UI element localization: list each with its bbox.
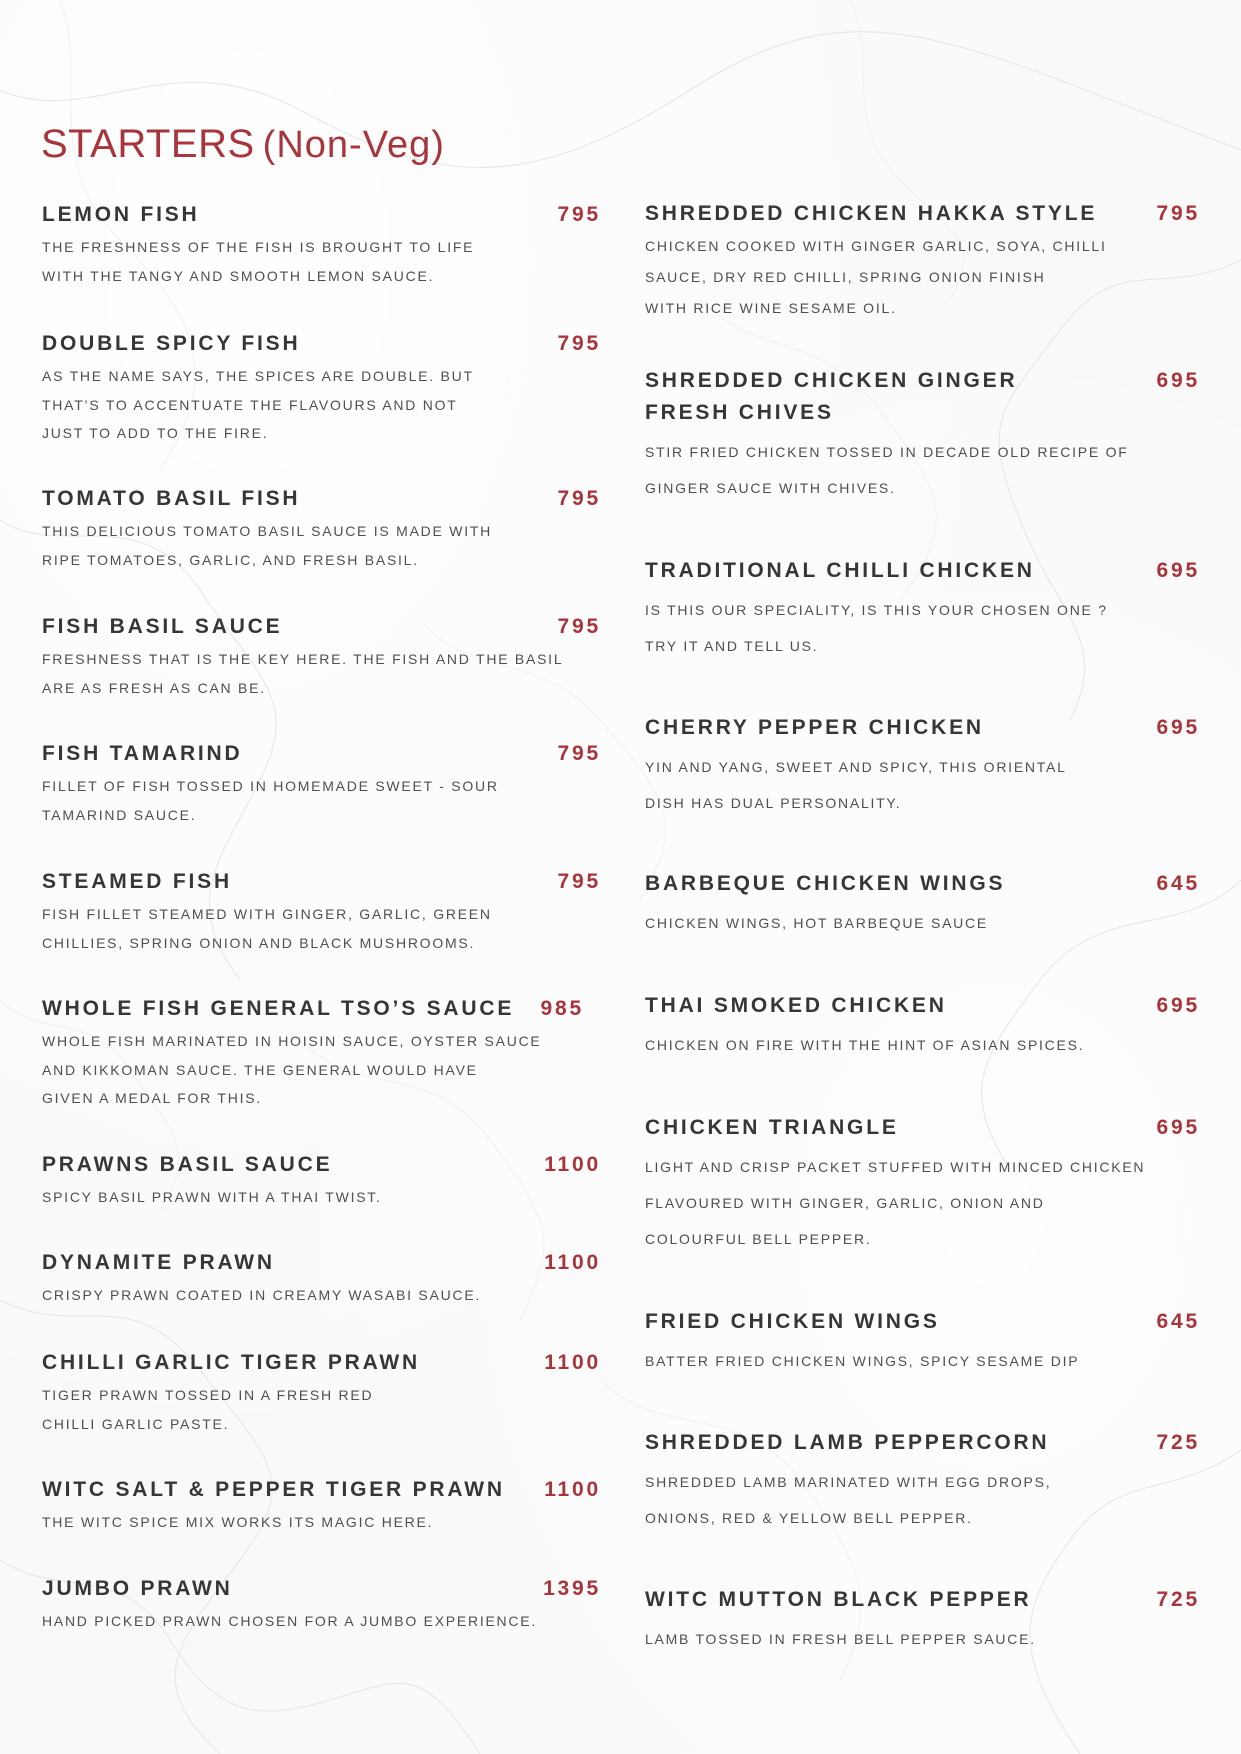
item-name: TRADITIONAL CHILLI CHICKEN xyxy=(645,559,1035,582)
item-price: 795 xyxy=(557,615,601,638)
item-description-line: HAND PICKED PRAWN CHOSEN FOR A JUMBO EXPERIENCE. xyxy=(42,1613,537,1629)
item-name: FISH BASIL SAUCE xyxy=(42,615,283,638)
left-menu-column xyxy=(42,0,601,1754)
item-description-line: FLAVOURED WITH GINGER, GARLIC, ONION AND xyxy=(645,1194,1045,1211)
item-description xyxy=(42,645,598,702)
item-description-line: LAMB TOSSED IN FRESH BELL PEPPER SAUCE. xyxy=(645,1631,1036,1647)
menu-item xyxy=(645,868,1200,942)
item-description-line: IS THIS OUR SPECIALITY, IS THIS YOUR CHOSEN ONE ? xyxy=(645,602,1108,618)
item-description-line: THAT’S TO ACCENTUATE THE FLAVOURS AND NOT xyxy=(42,396,458,413)
menu-item xyxy=(42,866,601,957)
section-title-subtitle: (Non-Veg) xyxy=(262,124,445,166)
item-description xyxy=(42,772,598,829)
item-name: SHREDDED CHICKEN GINGER FRESH CHIVES xyxy=(645,369,1018,424)
item-name: WITC SALT & PEPPER TIGER PRAWN xyxy=(42,1478,505,1501)
item-description-line: FISH FILLET STEAMED WITH GINGER, GARLIC, GREEN xyxy=(42,906,492,922)
item-description-line: THE FRESHNESS OF THE FISH IS BROUGHT TO LIFE xyxy=(42,239,475,255)
menu-item xyxy=(42,611,601,702)
menu-item xyxy=(42,1347,601,1438)
item-description-line: RIPE TOMATOES, GARLIC, AND FRESH BASIL. xyxy=(42,551,419,568)
item-description-line: JUST TO ADD TO THE FIRE. xyxy=(42,425,269,441)
item-description xyxy=(645,1465,1197,1537)
menu-item xyxy=(645,1112,1200,1257)
item-description xyxy=(645,231,1197,323)
item-name: DYNAMITE PRAWN xyxy=(42,1251,275,1274)
item-name: CHERRY PEPPER CHICKEN xyxy=(645,716,984,739)
item-description-line: STIR FRIED CHICKEN TOSSED IN DECADE OLD RECIPE OF xyxy=(645,444,1129,460)
item-name: DOUBLE SPICY FISH xyxy=(42,332,301,355)
item-description-line: ONIONS, RED & YELLOW BELL PEPPER. xyxy=(645,1509,973,1526)
item-description xyxy=(42,233,598,290)
item-price: 1100 xyxy=(544,1251,601,1274)
menu-item xyxy=(645,1584,1200,1658)
menu-item xyxy=(42,1149,601,1212)
item-description-line: DISH HAS DUAL PERSONALITY. xyxy=(645,794,902,811)
menu-item xyxy=(645,555,1200,665)
item-description-line: COLOURFUL BELL PEPPER. xyxy=(645,1230,872,1247)
menu-item xyxy=(645,712,1200,822)
item-price: 695 xyxy=(1156,716,1200,739)
item-price: 725 xyxy=(1156,1588,1200,1611)
item-description xyxy=(42,362,598,448)
menu-item xyxy=(42,328,601,448)
item-description xyxy=(645,906,1197,942)
item-description xyxy=(645,435,1197,507)
menu-item xyxy=(42,483,601,574)
item-description-line: TRY IT AND TELL US. xyxy=(645,637,819,654)
item-description xyxy=(42,1281,598,1310)
item-name: BARBEQUE CHICKEN WINGS xyxy=(645,872,1006,895)
item-description xyxy=(42,1027,598,1113)
item-name: FISH TAMARIND xyxy=(42,742,243,765)
item-price: 695 xyxy=(1156,994,1200,1017)
item-description-line: CHICKEN WINGS, HOT BARBEQUE SAUCE xyxy=(645,915,988,931)
item-description xyxy=(42,1607,598,1636)
item-description-line: WITH RICE WINE SESAME OIL. xyxy=(645,299,897,316)
item-description xyxy=(645,1150,1197,1257)
menu-item xyxy=(42,1247,601,1310)
item-name: FRIED CHICKEN WINGS xyxy=(645,1310,940,1333)
item-price: 795 xyxy=(1156,202,1200,225)
item-price: 795 xyxy=(557,203,601,226)
item-description-line: GINGER SAUCE WITH CHIVES. xyxy=(645,479,896,496)
item-name: WITC MUTTON BLACK PEPPER xyxy=(645,1588,1032,1611)
item-price: 695 xyxy=(1156,1116,1200,1139)
item-description-line: CHICKEN COOKED WITH GINGER GARLIC, SOYA, CHILLI xyxy=(645,238,1107,254)
item-price: 1100 xyxy=(544,1351,601,1374)
item-price: 795 xyxy=(557,870,601,893)
item-name: SHREDDED CHICKEN HAKKA STYLE xyxy=(645,202,1098,225)
item-name: STEAMED FISH xyxy=(42,870,232,893)
item-description-line: CHILLI GARLIC PASTE. xyxy=(42,1415,230,1432)
item-description xyxy=(645,1028,1197,1064)
item-price: 985 xyxy=(540,997,584,1020)
item-name: WHOLE FISH GENERAL TSO’S SAUCE xyxy=(42,997,515,1020)
item-name: SHREDDED LAMB PEPPERCORN xyxy=(645,1431,1050,1454)
item-description xyxy=(42,517,598,574)
item-price: 795 xyxy=(557,742,601,765)
item-name: THAI SMOKED CHICKEN xyxy=(645,994,947,1017)
item-description xyxy=(645,593,1197,665)
menu-item xyxy=(42,1573,601,1636)
menu-item xyxy=(42,993,598,1113)
item-price: 695 xyxy=(1156,369,1200,392)
menu-item xyxy=(42,199,601,290)
item-description xyxy=(645,1622,1197,1658)
menu-item xyxy=(645,1306,1200,1380)
item-description-line: FILLET OF FISH TOSSED IN HOMEMADE SWEET - SOUR xyxy=(42,778,499,794)
right-menu-column xyxy=(645,0,1200,1754)
item-description-line: SHREDDED LAMB MARINATED WITH EGG DROPS, xyxy=(645,1474,1052,1490)
menu-item xyxy=(645,990,1200,1064)
item-description-line: TAMARIND SAUCE. xyxy=(42,806,197,823)
item-description-line: AS THE NAME SAYS, THE SPICES ARE DOUBLE. BUT xyxy=(42,368,474,384)
item-description-line: FRESHNESS THAT IS THE KEY HERE. THE FISH AND THE BASIL xyxy=(42,651,564,667)
item-description-line: WITH THE TANGY AND SMOOTH LEMON SAUCE. xyxy=(42,267,435,284)
menu-item xyxy=(645,198,1200,323)
item-description-line: SPICY BASIL PRAWN WITH A THAI TWIST. xyxy=(42,1189,382,1205)
section-title-main: STARTERS xyxy=(41,122,255,166)
item-price: 695 xyxy=(1156,559,1200,582)
item-price: 1100 xyxy=(544,1478,601,1501)
item-name: LEMON FISH xyxy=(42,203,200,226)
item-name: CHICKEN TRIANGLE xyxy=(645,1116,899,1139)
item-description-line: CHICKEN ON FIRE WITH THE HINT OF ASIAN SPICES. xyxy=(645,1037,1085,1053)
item-description xyxy=(42,1381,598,1438)
item-name: PRAWNS BASIL SAUCE xyxy=(42,1153,333,1176)
item-price: 645 xyxy=(1156,872,1200,895)
item-description-line: CRISPY PRAWN COATED IN CREAMY WASABI SAUCE. xyxy=(42,1287,482,1303)
item-description-line: LIGHT AND CRISP PACKET STUFFED WITH MINCED CHICKEN xyxy=(645,1159,1146,1175)
item-description-line: WHOLE FISH MARINATED IN HOISIN SAUCE, OYSTER SAUCE xyxy=(42,1033,542,1049)
item-name: TOMATO BASIL FISH xyxy=(42,487,301,510)
item-name: JUMBO PRAWN xyxy=(42,1577,233,1600)
item-price: 725 xyxy=(1156,1431,1200,1454)
item-description-line: ARE AS FRESH AS CAN BE. xyxy=(42,679,266,696)
item-price: 795 xyxy=(557,487,601,510)
menu-item xyxy=(645,365,1200,507)
item-description-line: SAUCE, DRY RED CHILLI, SPRING ONION FINISH xyxy=(645,268,1046,285)
item-description-line: YIN AND YANG, SWEET AND SPICY, THIS ORIENTAL xyxy=(645,759,1067,775)
item-price: 1100 xyxy=(544,1153,601,1176)
item-description xyxy=(42,1508,598,1537)
item-description-line: BATTER FRIED CHICKEN WINGS, SPICY SESAME DIP xyxy=(645,1353,1080,1369)
menu-item xyxy=(645,1427,1200,1537)
item-description-line: THIS DELICIOUS TOMATO BASIL SAUCE IS MADE WITH xyxy=(42,523,493,539)
menu-item xyxy=(42,738,601,829)
item-description-line: CHILLIES, SPRING ONION AND BLACK MUSHROOMS. xyxy=(42,934,476,951)
item-description xyxy=(42,1183,598,1212)
item-description-line: TIGER PRAWN TOSSED IN A FRESH RED xyxy=(42,1387,374,1403)
item-description xyxy=(42,900,598,957)
item-price: 645 xyxy=(1156,1310,1200,1333)
item-description-line: AND KIKKOMAN SAUCE. THE GENERAL WOULD HAVE xyxy=(42,1061,478,1078)
item-description-line: THE WITC SPICE MIX WORKS ITS MAGIC HERE. xyxy=(42,1514,434,1530)
item-description-line: GIVEN A MEDAL FOR THIS. xyxy=(42,1090,262,1106)
item-description xyxy=(645,1344,1197,1380)
menu-item xyxy=(42,1474,601,1537)
item-price: 795 xyxy=(557,332,601,355)
item-name: CHILLI GARLIC TIGER PRAWN xyxy=(42,1351,420,1374)
item-description xyxy=(645,750,1197,822)
item-price: 1395 xyxy=(543,1577,601,1600)
